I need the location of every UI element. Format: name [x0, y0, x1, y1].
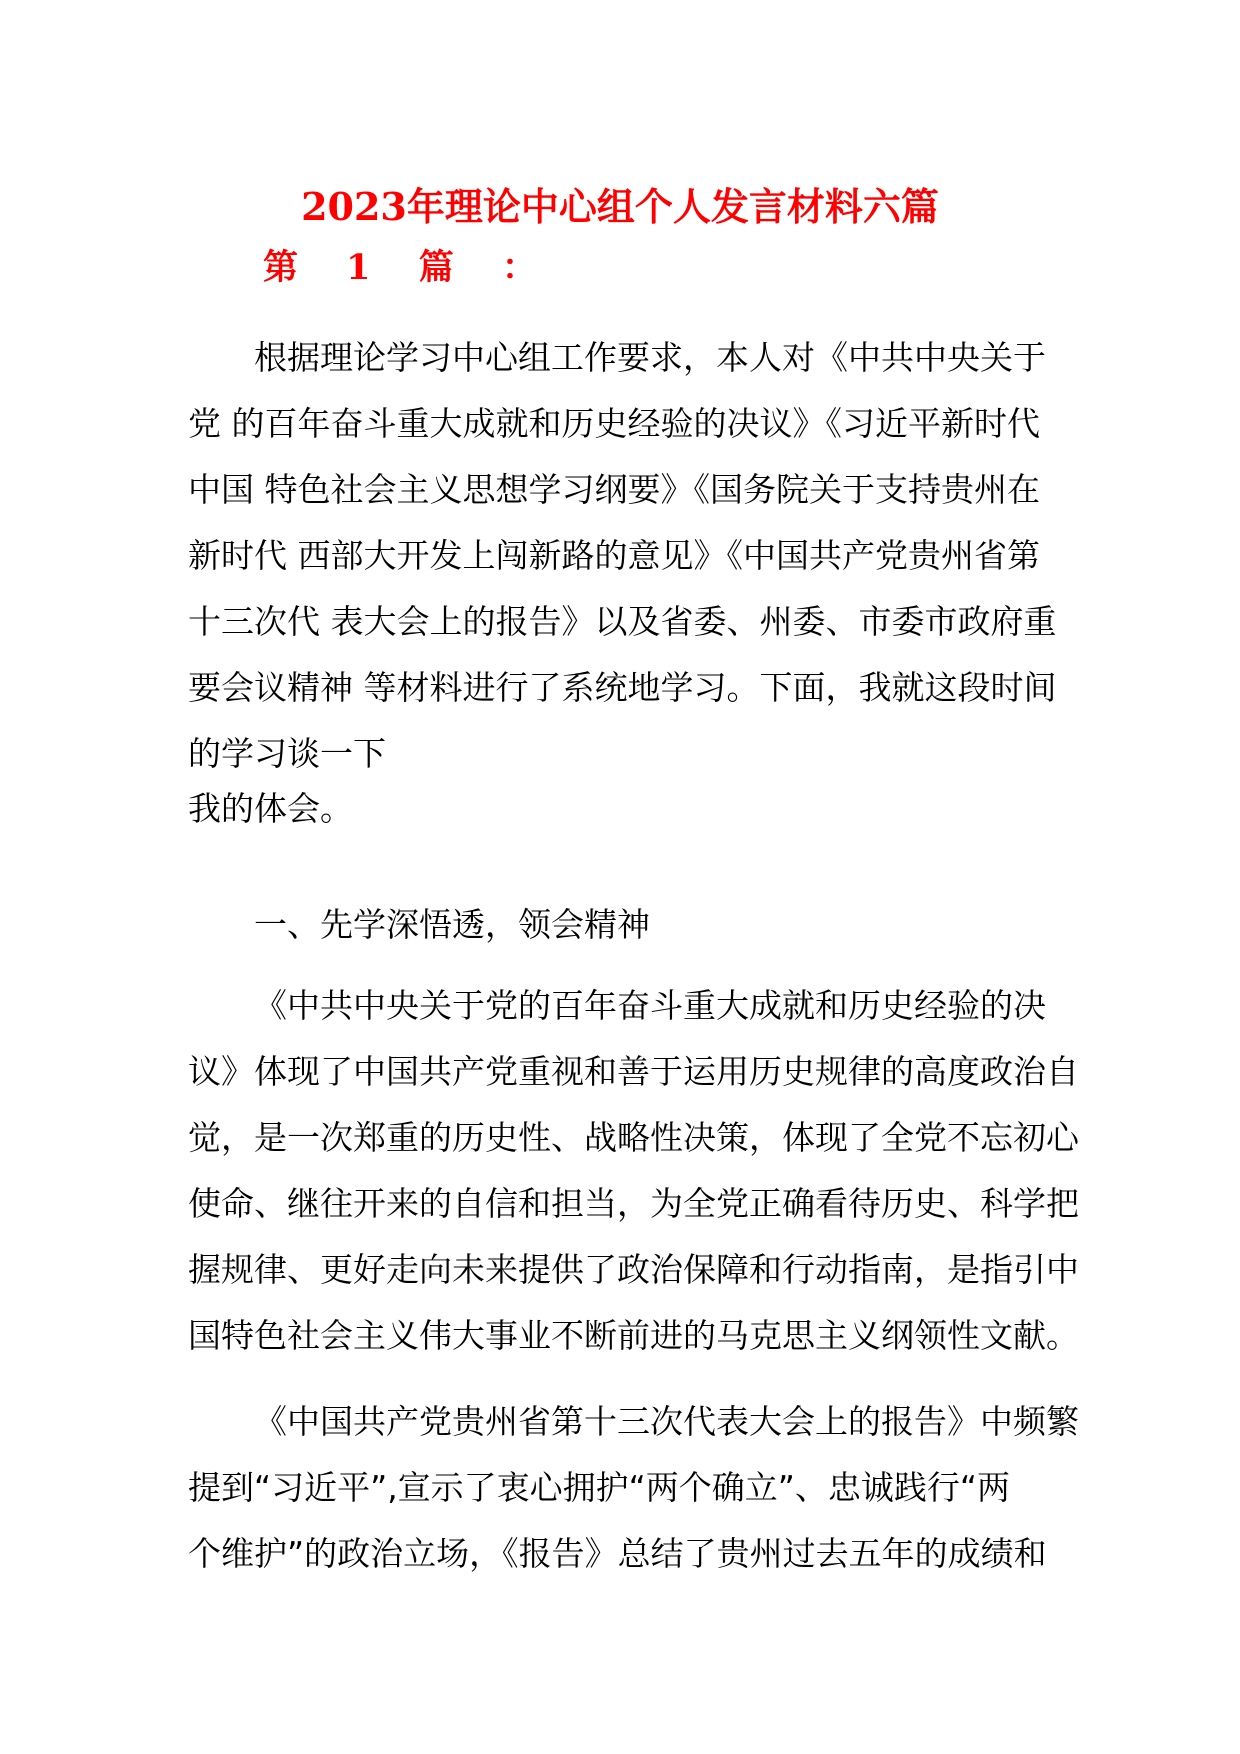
paragraph-report [188, 1389, 1079, 1587]
text-line: 一、先学深悟透，领会精神 [254, 905, 650, 944]
document-title: 2023年理论中心组个人发言材料六篇 [301, 184, 939, 229]
text-line: 个维护”的政治立场，《报告》总结了贵州过去五年的成绩和 [188, 1534, 1047, 1573]
text-line: 要会议精神 等材料进行了系统地学习。下面，我就这段时间 [188, 668, 1057, 707]
paragraph-resolution [188, 973, 1079, 1369]
text-line: 的学习谈一下 [188, 734, 386, 773]
text-line: 党 的百年奋斗重大成就和历史经验的决议》《习近平新时代 [188, 404, 1040, 443]
text-line: 《中共中央关于党的百年奋斗重大成就和历史经验的决 [254, 986, 1046, 1025]
text-line: 使命、继往开来的自信和担当，为全党正确看待历史、科学把 [188, 1184, 1079, 1223]
text-line: 握规律、更好走向未来提供了政治保障和行动指南，是指引中 [188, 1250, 1079, 1289]
text-line: 我的体会。 [188, 789, 353, 828]
text-line: 中国 特色社会主义思想学习纲要》《国务院关于支持贵州在 [188, 470, 1040, 509]
text-line: 国特色社会主义伟大事业不断前进的马克思主义纲领性文献。 [188, 1316, 1079, 1355]
paragraph-intro [188, 325, 1057, 831]
text-line: 议》体现了中国共产党重视和善于运用历史规律的高度政治自 [188, 1052, 1079, 1091]
text-line: 提到“习近平”,宣示了衷心拥护“两个确立”、忠诚践行“两 [188, 1468, 1010, 1507]
text-line: 《中国共产党贵州省第十三次代表大会上的报告》中频繁 [254, 1402, 1079, 1441]
text-line: 十三次代 表大会上的报告》以及省委、州委、市委市政府重 [188, 602, 1057, 641]
text-line: 觉，是一次郑重的历史性、战略性决策，体现了全党不忘初心 [188, 1118, 1079, 1157]
text-line: 根据理论学习中心组工作要求，本人对《中共中央关于 [254, 338, 1046, 377]
text-line: 新时代 西部大开发上闯新路的意见》《中国共产党贵州省第 [188, 536, 1040, 575]
section-heading: 第 1 篇 ： [263, 247, 555, 288]
section-heading-one [188, 892, 1048, 958]
